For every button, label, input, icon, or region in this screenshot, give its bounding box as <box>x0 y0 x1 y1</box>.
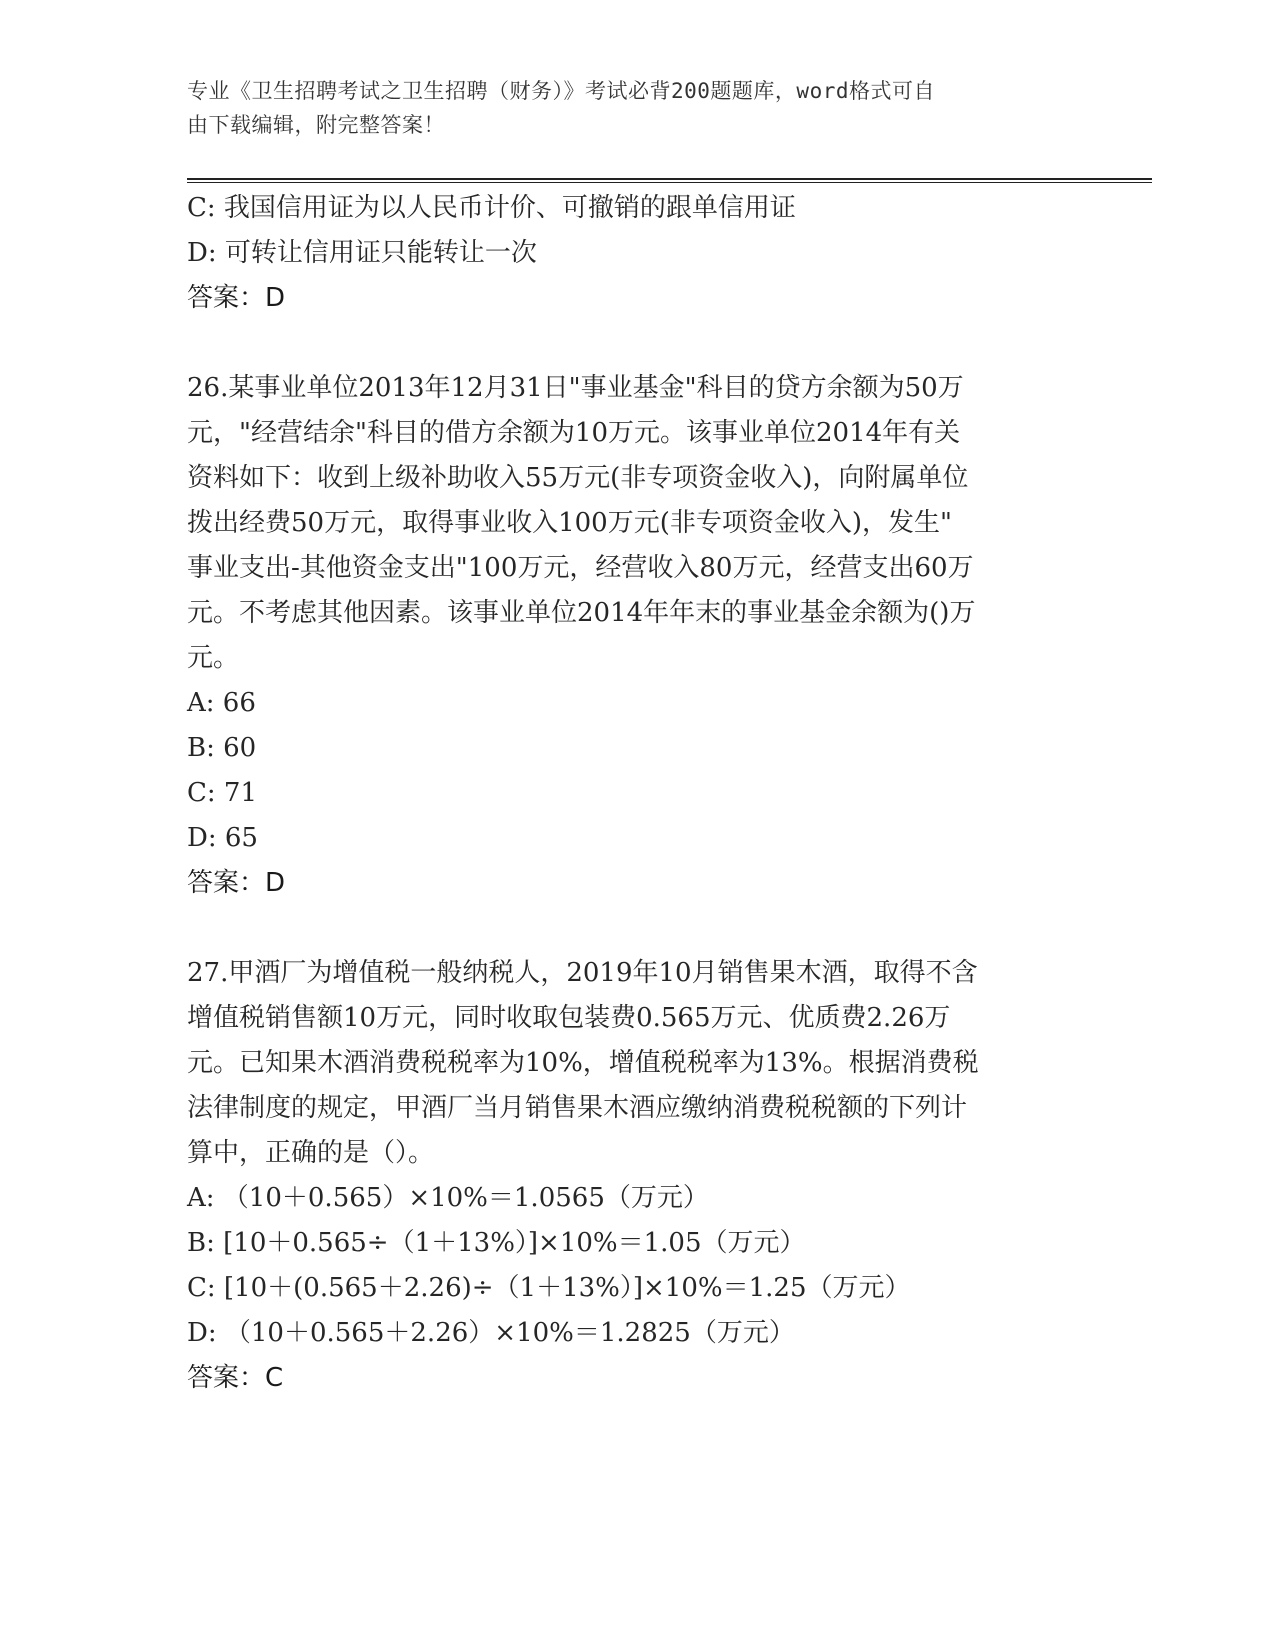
question-stem-line: 资料如下：收到上级补助收入55万元(非专项资金收入)，向附属单位 <box>187 463 969 493</box>
header-line: 专业《卫生招聘考试之卫生招聘（财务）》考试必背200题题库，word格式可自 <box>187 79 935 103</box>
question-stem-line: 法律制度的规定，甲酒厂当月销售果木酒应缴纳消费税税额的下列计 <box>187 1093 968 1123</box>
answer-line: 答案：D <box>187 283 286 313</box>
spacer <box>187 321 1087 366</box>
option-b: B: [10＋0.565÷（1＋13%）]×10%＝1.05（万元） <box>187 1228 806 1258</box>
question-stem-line: 事业支出-其他资金支出"100万元，经营收入80万元，经营支出60万 <box>187 553 974 583</box>
option-d: D: 可转让信用证只能转让一次 <box>187 238 537 268</box>
question-stem-line: 元。 <box>187 643 240 673</box>
option-a: A: 66 <box>187 688 256 718</box>
question-stem-line: 算中，正确的是（）。 <box>187 1138 435 1168</box>
question-stem-line: 元，"经营结余"科目的借方余额为10万元。该事业单位2014年有关 <box>187 418 961 448</box>
option-c: C: 71 <box>187 778 258 808</box>
question-stem-line: 元。已知果木酒消费税税率为10%，增值税税率为13%。根据消费税 <box>187 1048 979 1078</box>
document-body <box>187 186 1087 1401</box>
question-stem-line: 元。不考虑其他因素。该事业单位2014年年末的事业基金余额为()万 <box>187 598 976 628</box>
spacer <box>187 906 1087 951</box>
question-stem-line: 26.某事业单位2013年12月31日"事业基金"科目的贷方余额为50万 <box>187 373 964 403</box>
header-divider-thick <box>187 178 1152 180</box>
question-stem-line: 增值税销售额10万元，同时收取包装费0.565万元、优质费2.26万 <box>187 1003 951 1033</box>
header-divider-thin <box>187 182 1152 183</box>
question-27 <box>187 951 1087 1401</box>
option-a: A: （10＋0.565）×10%＝1.0565（万元） <box>187 1183 709 1213</box>
option-d: D: （10＋0.565＋2.26）×10%＝1.2825（万元） <box>187 1318 795 1348</box>
answer-line: 答案：D <box>187 868 286 898</box>
question-stem-line: 27.甲酒厂为增值税一般纳税人，2019年10月销售果木酒，取得不含 <box>187 958 978 988</box>
header-line: 由下载编辑，附完整答案！ <box>187 113 445 137</box>
option-c: C: [10＋(0.565＋2.26)÷（1＋13%）]×10%＝1.25（万元） <box>187 1273 911 1303</box>
option-c: C: 我国信用证为以人民币计价、可撤销的跟单信用证 <box>187 193 796 223</box>
option-b: B: 60 <box>187 733 257 763</box>
question-stem-line: 拨出经费50万元，取得事业收入100万元(非专项资金收入)，发生" <box>187 508 952 538</box>
option-d: D: 65 <box>187 823 258 853</box>
previous-question-tail <box>187 186 1087 321</box>
document-header <box>187 74 1067 142</box>
question-26 <box>187 366 1087 906</box>
answer-line: 答案：C <box>187 1363 284 1393</box>
